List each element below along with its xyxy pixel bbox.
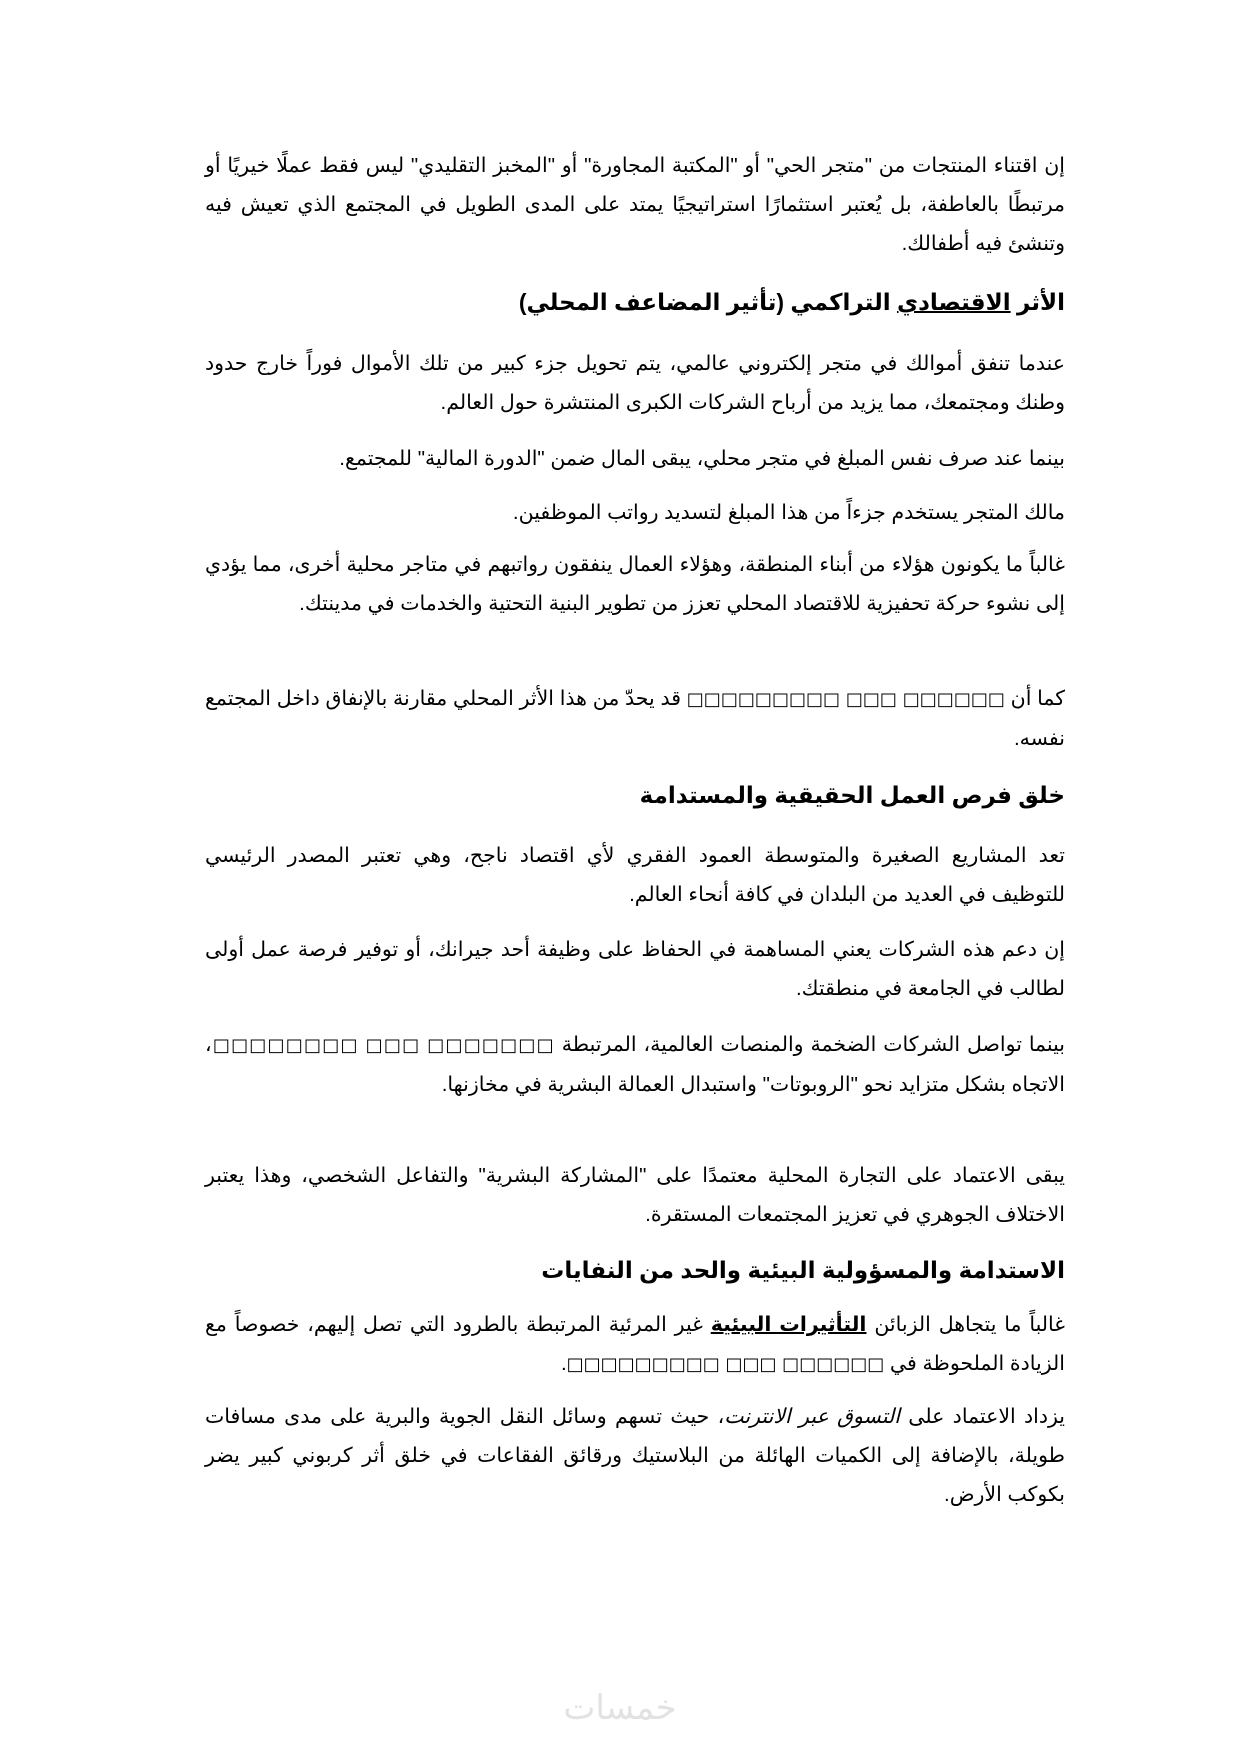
paragraph [205, 679, 1065, 758]
paragraph: يبقى الاعتماد على التجارة المحلية معتمدًا على "المشاركة البشرية" والتفاعل الشخصي، وهذا يعتبر الاختلاف الجوهري في تعزيز المجتمعات المستقرة. [205, 1164, 1065, 1226]
section-heading-sustainability: الاستدامة والمسؤولية البيئية والحد من النفايات [541, 1257, 1065, 1283]
paragraph: إن دعم هذه الشركات يعني المساهمة في الحفاظ على وظيفة أحد جيرانك، أو توفير فرصة عمل أولى لطالب في الجامعة في منطقتك. [205, 938, 1065, 1000]
heading-underlined-word: الاقتصادي [896, 289, 1011, 315]
text: قد يحدّ من هذا الأثر المحلي مقارنة بالإنفاق داخل المجتمع نفسه. [205, 687, 1065, 750]
section-heading-economic-impact [205, 283, 1065, 322]
intro-paragraph: إن اقتناء المنتجات من "متجر الحي" أو "المكتبة المجاورة" أو "المخبز التقليدي" ليس فقط عملًا خيريًا أو مرتبطًا بالعاطفة، بل يُعتبر استثمارًا استراتيجيًا يمتد على المدى الطويل في المجتمع الذي تعيش فيه وتنشئ فيه أطفالك. [205, 154, 1065, 255]
missing-glyphs: □□□□□□□ □□□ □□□□□□□□ [211, 1035, 555, 1056]
text: ، حيث تسهم وسائل النقل الجوية والبرية على مدى مسافات طويلة، بالإضافة إلى الكميات الهائلة من البلاستيك ورقائق الفقاعات في خلق أثر كربوني كبير يضر بكوكب الأرض. [205, 1405, 1065, 1506]
heading-text: الأثر [1010, 289, 1065, 315]
missing-glyphs: □□□□□□ □□□ □□□□□□□□□ [686, 689, 1005, 710]
text: بينما تواصل الشركات الضخمة والمنصات العالمية، المرتبطة [554, 1033, 1065, 1056]
section-heading-jobs: خلق فرص العمل الحقيقية والمستدامة [639, 782, 1065, 808]
emphasized-term: التأثيرات البيئية [710, 1313, 867, 1336]
paragraph [205, 1397, 1065, 1514]
text: . [560, 1352, 567, 1375]
paragraph: غالباً ما يكونون هؤلاء من أبناء المنطقة، وهؤلاء العمال ينفقون رواتبهم في متاجر محلية أخرى، مما يؤدي إلى نشوء حركة تحفيزية للاقتصاد المحلي تعزز من تطوير البنية التحتية والخدمات في مدينتك. [205, 553, 1065, 615]
text: يزداد الاعتماد على [899, 1405, 1065, 1428]
heading-text: التراكمي (تأثير المضاعف المحلي) [518, 289, 897, 315]
watermark-logo: خمسات [563, 1688, 677, 1728]
paragraph [205, 1025, 1065, 1104]
paragraph: مالك المتجر يستخدم جزءاً من هذا المبلغ لتسديد رواتب الموظفين. [512, 501, 1065, 524]
paragraph: عندما تنفق أموالك في متجر إلكتروني عالمي، يتم تحويل جزء كبير من تلك الأموال فوراً خارج حدود وطنك ومجتمعك، مما يزيد من أرباح الشركات الكبرى المنتشرة حول العالم. [205, 352, 1065, 414]
paragraph: تعد المشاريع الصغيرة والمتوسطة العمود الفقري لأي اقتصاد ناجح، وهي تعتبر المصدر الرئيسي للتوظيف في العديد من البلدان في كافة أنحاء العالم. [205, 844, 1065, 906]
text: غالباً ما يتجاهل الزبائن [866, 1313, 1065, 1336]
italic-term: التسوق عبر الانترنت [724, 1405, 900, 1428]
paragraph [205, 1305, 1065, 1384]
paragraph: بينما عند صرف نفس المبلغ في متجر محلي، يبقى المال ضمن "الدورة المالية" للمجتمع. [339, 447, 1065, 470]
text: كما أن [1004, 687, 1065, 710]
text: غير المرئية المرتبطة بالطرود التي تصل إليهم، خصوصاً مع الزيادة الملحوظة في [205, 1313, 1065, 1375]
missing-glyphs: □□□□□□ □□□ □□□□□□□□□ [566, 1354, 885, 1375]
text: ، الاتجاه بشكل متزايد نحو "الروبوتات" واستبدال العمالة البشرية في مخازنها. [205, 1033, 1065, 1096]
